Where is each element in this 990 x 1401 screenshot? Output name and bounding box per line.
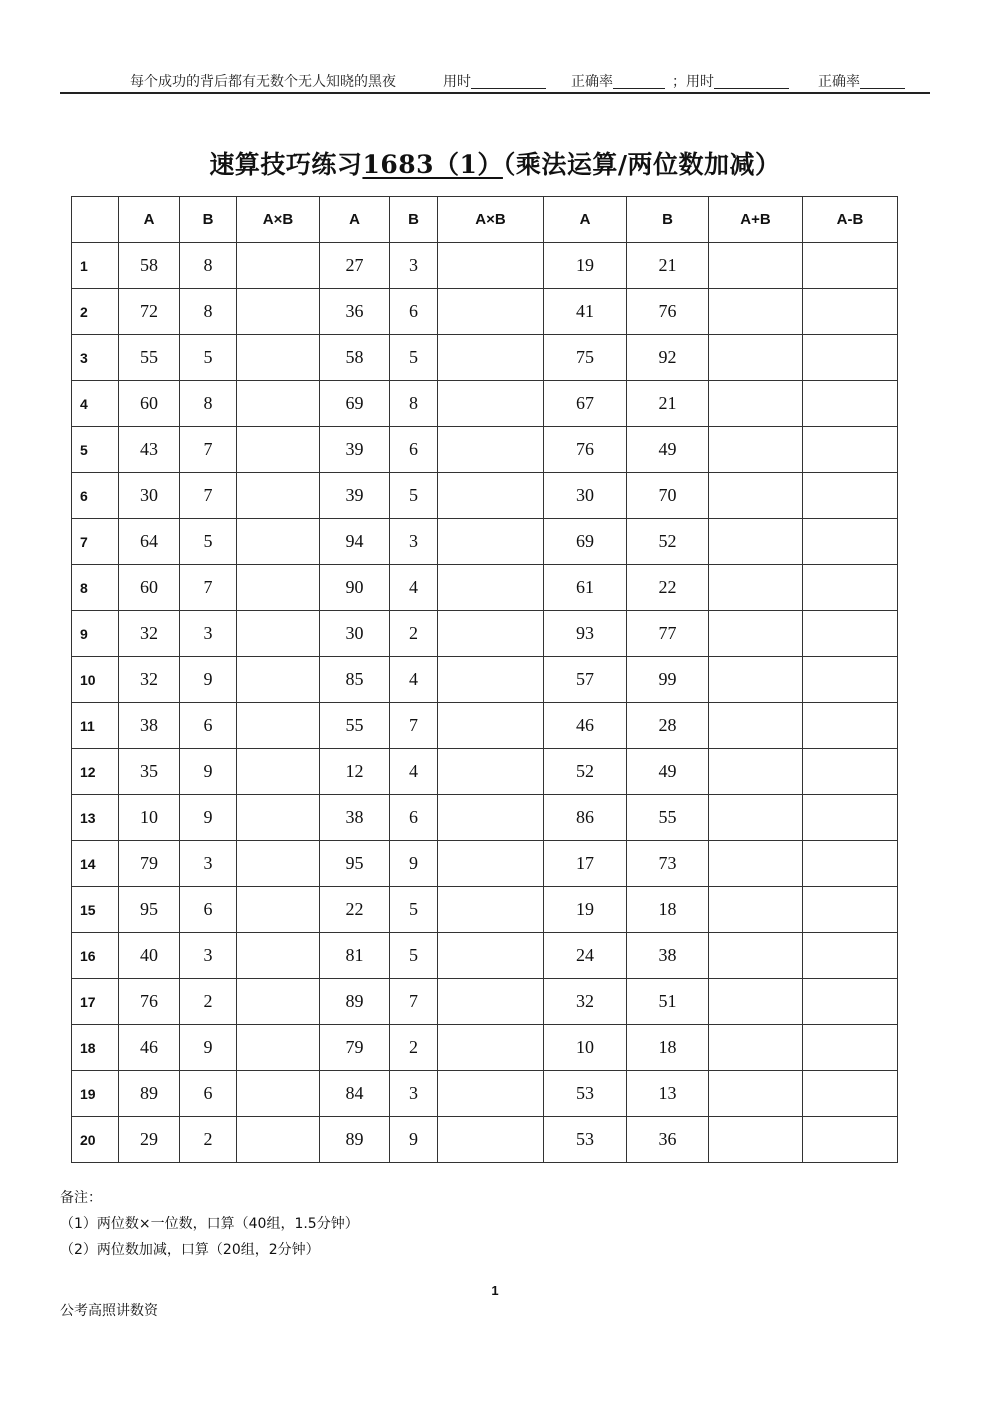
cell-a2: 90 <box>320 565 390 611</box>
cell-b3: 13 <box>627 1071 709 1117</box>
page-header <box>60 68 930 94</box>
cell-a3: 53 <box>544 1117 627 1163</box>
answer-product-1[interactable] <box>237 243 320 289</box>
answer-product-1[interactable] <box>237 289 320 335</box>
cell-b1: 9 <box>180 795 237 841</box>
cell-a1: 79 <box>119 841 180 887</box>
cell-b2: 5 <box>390 887 438 933</box>
cell-a1: 43 <box>119 427 180 473</box>
cell-b1: 9 <box>180 657 237 703</box>
cell-a3: 19 <box>544 887 627 933</box>
cell-b3: 49 <box>627 427 709 473</box>
row-index: 16 <box>72 933 119 979</box>
answer-product-1[interactable] <box>237 1025 320 1071</box>
answer-product-1[interactable] <box>237 887 320 933</box>
cell-a1: 76 <box>119 979 180 1025</box>
answer-product-1[interactable] <box>237 933 320 979</box>
cell-a2: 84 <box>320 1071 390 1117</box>
answer-sum[interactable] <box>709 335 803 381</box>
cell-a1: 40 <box>119 933 180 979</box>
cell-b2: 4 <box>390 657 438 703</box>
table-row <box>72 335 898 381</box>
cell-a1: 29 <box>119 1117 180 1163</box>
cell-b2: 9 <box>390 1117 438 1163</box>
answer-difference[interactable] <box>803 795 898 841</box>
cell-b1: 3 <box>180 841 237 887</box>
time-label-2: ；用时 <box>672 74 714 90</box>
answer-product-1[interactable] <box>237 749 320 795</box>
cell-a2: 85 <box>320 657 390 703</box>
answer-sum[interactable] <box>709 841 803 887</box>
cell-a3: 53 <box>544 1071 627 1117</box>
answer-difference[interactable] <box>803 1025 898 1071</box>
cell-b3: 21 <box>627 243 709 289</box>
time-field-1 <box>443 71 471 91</box>
row-index: 3 <box>72 335 119 381</box>
cell-a3: 69 <box>544 519 627 565</box>
cell-a2: 58 <box>320 335 390 381</box>
row-index: 13 <box>72 795 119 841</box>
cell-b1: 3 <box>180 611 237 657</box>
cell-b1: 5 <box>180 519 237 565</box>
cell-b1: 8 <box>180 381 237 427</box>
col-header-b2: B <box>390 197 438 243</box>
cell-a1: 32 <box>119 657 180 703</box>
row-index: 9 <box>72 611 119 657</box>
col-header-b3: B <box>627 197 709 243</box>
answer-sum[interactable] <box>709 887 803 933</box>
cell-b1: 6 <box>180 887 237 933</box>
page-title <box>0 145 990 181</box>
table-row <box>72 887 898 933</box>
answer-sum[interactable] <box>709 381 803 427</box>
accuracy-label-2: 正确率 <box>818 74 860 90</box>
col-header-b1: B <box>180 197 237 243</box>
motto: 每个成功的背后都有无数个无人知晓的黑夜 <box>130 74 396 90</box>
answer-difference[interactable] <box>803 749 898 795</box>
cell-a3: 52 <box>544 749 627 795</box>
answer-product-1[interactable] <box>237 1117 320 1163</box>
answer-difference[interactable] <box>803 243 898 289</box>
cell-a2: 95 <box>320 841 390 887</box>
cell-a3: 46 <box>544 703 627 749</box>
answer-difference[interactable] <box>803 565 898 611</box>
row-index: 18 <box>72 1025 119 1071</box>
answer-difference[interactable] <box>803 657 898 703</box>
answer-product-2[interactable] <box>438 933 544 979</box>
answer-difference[interactable] <box>803 427 898 473</box>
answer-product-1[interactable] <box>237 795 320 841</box>
answer-product-2[interactable] <box>438 1117 544 1163</box>
cell-b1: 2 <box>180 1117 237 1163</box>
cell-b3: 49 <box>627 749 709 795</box>
row-index: 5 <box>72 427 119 473</box>
cell-a3: 93 <box>544 611 627 657</box>
row-index: 17 <box>72 979 119 1025</box>
row-index: 19 <box>72 1071 119 1117</box>
cell-a3: 10 <box>544 1025 627 1071</box>
cell-b2: 3 <box>390 519 438 565</box>
cell-a2: 81 <box>320 933 390 979</box>
answer-product-2[interactable] <box>438 381 544 427</box>
cell-a3: 57 <box>544 657 627 703</box>
cell-a2: 89 <box>320 1117 390 1163</box>
answer-product-2[interactable] <box>438 335 544 381</box>
cell-b2: 2 <box>390 1025 438 1071</box>
row-index: 15 <box>72 887 119 933</box>
accuracy-label-1: 正确率 <box>571 74 613 90</box>
practice-table <box>71 196 898 1163</box>
cell-b2: 8 <box>390 381 438 427</box>
notes-label: 备注： <box>60 1190 102 1206</box>
cell-b1: 7 <box>180 565 237 611</box>
answer-difference[interactable] <box>803 703 898 749</box>
answer-product-2[interactable] <box>438 243 544 289</box>
cell-b2: 6 <box>390 289 438 335</box>
table-row <box>72 427 898 473</box>
cell-b1: 8 <box>180 243 237 289</box>
cell-a1: 38 <box>119 703 180 749</box>
accuracy-field-1 <box>571 71 613 91</box>
cell-a3: 61 <box>544 565 627 611</box>
cell-b3: 38 <box>627 933 709 979</box>
title-suffix: （乘法运算/两位数加减） <box>502 150 781 179</box>
answer-sum[interactable] <box>709 795 803 841</box>
row-index: 1 <box>72 243 119 289</box>
row-index: 12 <box>72 749 119 795</box>
answer-difference[interactable] <box>803 335 898 381</box>
answer-product-2[interactable] <box>438 841 544 887</box>
answer-sum[interactable] <box>709 565 803 611</box>
cell-b1: 9 <box>180 1025 237 1071</box>
col-header-a1: A <box>119 197 180 243</box>
cell-b3: 73 <box>627 841 709 887</box>
title-code: 1683（1） <box>362 150 503 179</box>
cell-b2: 7 <box>390 703 438 749</box>
cell-b2: 5 <box>390 473 438 519</box>
cell-b1: 5 <box>180 335 237 381</box>
cell-b2: 7 <box>390 979 438 1025</box>
cell-a1: 10 <box>119 795 180 841</box>
answer-product-2[interactable] <box>438 611 544 657</box>
answer-sum[interactable] <box>709 1025 803 1071</box>
cell-a1: 55 <box>119 335 180 381</box>
table-row <box>72 933 898 979</box>
answer-product-2[interactable] <box>438 657 544 703</box>
cell-a1: 30 <box>119 473 180 519</box>
answer-product-1[interactable] <box>237 427 320 473</box>
answer-difference[interactable] <box>803 289 898 335</box>
cell-a2: 89 <box>320 979 390 1025</box>
answer-sum[interactable] <box>709 243 803 289</box>
table-row <box>72 611 898 657</box>
cell-a3: 41 <box>544 289 627 335</box>
table-row <box>72 1071 898 1117</box>
answer-product-1[interactable] <box>237 1071 320 1117</box>
cell-a2: 36 <box>320 289 390 335</box>
col-header-sum: A+B <box>709 197 803 243</box>
answer-sum[interactable] <box>709 657 803 703</box>
cell-a2: 30 <box>320 611 390 657</box>
answer-product-2[interactable] <box>438 427 544 473</box>
cell-a2: 12 <box>320 749 390 795</box>
table-row <box>72 979 898 1025</box>
cell-a3: 32 <box>544 979 627 1025</box>
answer-difference[interactable] <box>803 519 898 565</box>
row-index: 14 <box>72 841 119 887</box>
answer-difference[interactable] <box>803 841 898 887</box>
cell-b1: 9 <box>180 749 237 795</box>
table-row <box>72 657 898 703</box>
cell-b3: 21 <box>627 381 709 427</box>
cell-b3: 77 <box>627 611 709 657</box>
cell-b1: 7 <box>180 427 237 473</box>
cell-b2: 3 <box>390 1071 438 1117</box>
cell-b3: 92 <box>627 335 709 381</box>
answer-difference[interactable] <box>803 1117 898 1163</box>
answer-sum[interactable] <box>709 1117 803 1163</box>
cell-b3: 52 <box>627 519 709 565</box>
accuracy-field-2 <box>818 71 860 91</box>
cell-b3: 55 <box>627 795 709 841</box>
cell-a1: 72 <box>119 289 180 335</box>
notes <box>60 1185 359 1263</box>
row-index: 2 <box>72 289 119 335</box>
cell-b3: 51 <box>627 979 709 1025</box>
answer-difference[interactable] <box>803 1071 898 1117</box>
cell-b3: 70 <box>627 473 709 519</box>
cell-b3: 36 <box>627 1117 709 1163</box>
cell-b1: 6 <box>180 703 237 749</box>
cell-b1: 2 <box>180 979 237 1025</box>
row-index: 6 <box>72 473 119 519</box>
cell-b3: 18 <box>627 887 709 933</box>
answer-sum[interactable] <box>709 1071 803 1117</box>
notes-line-2: （2）两位数加减，口算（20组，2分钟） <box>60 1242 320 1258</box>
col-header-product1: A×B <box>237 197 320 243</box>
cell-b3: 18 <box>627 1025 709 1071</box>
cell-a3: 67 <box>544 381 627 427</box>
cell-a2: 22 <box>320 887 390 933</box>
answer-product-2[interactable] <box>438 565 544 611</box>
cell-a1: 95 <box>119 887 180 933</box>
table-header-row <box>72 197 898 243</box>
cell-a1: 46 <box>119 1025 180 1071</box>
answer-sum[interactable] <box>709 933 803 979</box>
answer-product-1[interactable] <box>237 841 320 887</box>
cell-a2: 39 <box>320 473 390 519</box>
cell-a1: 89 <box>119 1071 180 1117</box>
answer-sum[interactable] <box>709 427 803 473</box>
cell-b2: 4 <box>390 749 438 795</box>
notes-line-1: （1）两位数×一位数，口算（40组，1.5分钟） <box>60 1216 359 1232</box>
answer-sum[interactable] <box>709 979 803 1025</box>
answer-difference[interactable] <box>803 611 898 657</box>
cell-b1: 6 <box>180 1071 237 1117</box>
cell-a3: 17 <box>544 841 627 887</box>
answer-difference[interactable] <box>803 933 898 979</box>
accuracy-blank-1[interactable] <box>613 74 665 89</box>
cell-a3: 86 <box>544 795 627 841</box>
cell-b2: 6 <box>390 427 438 473</box>
table-row <box>72 519 898 565</box>
col-header-a2: A <box>320 197 390 243</box>
answer-product-2[interactable] <box>438 703 544 749</box>
table-row <box>72 565 898 611</box>
cell-b2: 3 <box>390 243 438 289</box>
row-index: 8 <box>72 565 119 611</box>
answer-product-2[interactable] <box>438 289 544 335</box>
row-index: 7 <box>72 519 119 565</box>
accuracy-blank-2[interactable] <box>860 74 905 89</box>
table-row <box>72 473 898 519</box>
row-index: 11 <box>72 703 119 749</box>
answer-product-1[interactable] <box>237 703 320 749</box>
table-row <box>72 381 898 427</box>
answer-product-1[interactable] <box>237 979 320 1025</box>
cell-b2: 4 <box>390 565 438 611</box>
col-header-product2: A×B <box>438 197 544 243</box>
footer-text: 公考高照讲数资 <box>60 1303 158 1319</box>
row-index: 10 <box>72 657 119 703</box>
answer-difference[interactable] <box>803 473 898 519</box>
time-blank-1[interactable] <box>471 74 546 89</box>
answer-sum[interactable] <box>709 749 803 795</box>
answer-product-2[interactable] <box>438 473 544 519</box>
cell-b3: 22 <box>627 565 709 611</box>
answer-sum[interactable] <box>709 703 803 749</box>
table-row <box>72 1025 898 1071</box>
cell-a2: 55 <box>320 703 390 749</box>
table-row <box>72 795 898 841</box>
row-index: 20 <box>72 1117 119 1163</box>
cell-b1: 7 <box>180 473 237 519</box>
cell-a2: 27 <box>320 243 390 289</box>
cell-b1: 3 <box>180 933 237 979</box>
table-row <box>72 841 898 887</box>
cell-a3: 76 <box>544 427 627 473</box>
answer-difference[interactable] <box>803 887 898 933</box>
title-prefix: 速算技巧练习 <box>209 150 363 179</box>
cell-a1: 32 <box>119 611 180 657</box>
cell-a2: 69 <box>320 381 390 427</box>
time-label-1: 用时 <box>443 74 471 90</box>
cell-a2: 38 <box>320 795 390 841</box>
cell-b2: 5 <box>390 933 438 979</box>
answer-sum[interactable] <box>709 519 803 565</box>
col-header-a3: A <box>544 197 627 243</box>
table-row <box>72 749 898 795</box>
cell-a1: 64 <box>119 519 180 565</box>
col-header-index <box>72 197 119 243</box>
cell-a3: 24 <box>544 933 627 979</box>
page-number: 1 <box>491 1283 499 1298</box>
table-row <box>72 1117 898 1163</box>
answer-product-2[interactable] <box>438 519 544 565</box>
cell-b2: 2 <box>390 611 438 657</box>
cell-a2: 39 <box>320 427 390 473</box>
cell-a1: 60 <box>119 565 180 611</box>
cell-b3: 76 <box>627 289 709 335</box>
cell-a3: 19 <box>544 243 627 289</box>
time-field-2 <box>672 71 714 91</box>
answer-product-1[interactable] <box>237 473 320 519</box>
answer-product-2[interactable] <box>438 887 544 933</box>
cell-a1: 35 <box>119 749 180 795</box>
answer-difference[interactable] <box>803 381 898 427</box>
cell-b3: 28 <box>627 703 709 749</box>
cell-b2: 9 <box>390 841 438 887</box>
row-index: 4 <box>72 381 119 427</box>
answer-product-2[interactable] <box>438 1025 544 1071</box>
answer-product-2[interactable] <box>438 1071 544 1117</box>
cell-a1: 60 <box>119 381 180 427</box>
table-row <box>72 703 898 749</box>
answer-product-2[interactable] <box>438 795 544 841</box>
answer-sum[interactable] <box>709 611 803 657</box>
answer-sum[interactable] <box>709 289 803 335</box>
cell-a3: 75 <box>544 335 627 381</box>
answer-product-1[interactable] <box>237 611 320 657</box>
cell-a2: 94 <box>320 519 390 565</box>
answer-sum[interactable] <box>709 473 803 519</box>
cell-b1: 8 <box>180 289 237 335</box>
answer-product-1[interactable] <box>237 335 320 381</box>
cell-a1: 58 <box>119 243 180 289</box>
cell-b2: 6 <box>390 795 438 841</box>
answer-product-1[interactable] <box>237 519 320 565</box>
answer-product-2[interactable] <box>438 749 544 795</box>
answer-product-1[interactable] <box>237 565 320 611</box>
answer-product-1[interactable] <box>237 657 320 703</box>
table-row <box>72 243 898 289</box>
answer-difference[interactable] <box>803 979 898 1025</box>
cell-a2: 79 <box>320 1025 390 1071</box>
cell-b3: 99 <box>627 657 709 703</box>
table-row <box>72 289 898 335</box>
cell-b2: 5 <box>390 335 438 381</box>
col-header-difference: A-B <box>803 197 898 243</box>
answer-product-2[interactable] <box>438 979 544 1025</box>
cell-a3: 30 <box>544 473 627 519</box>
answer-product-1[interactable] <box>237 381 320 427</box>
time-blank-2[interactable] <box>714 74 789 89</box>
